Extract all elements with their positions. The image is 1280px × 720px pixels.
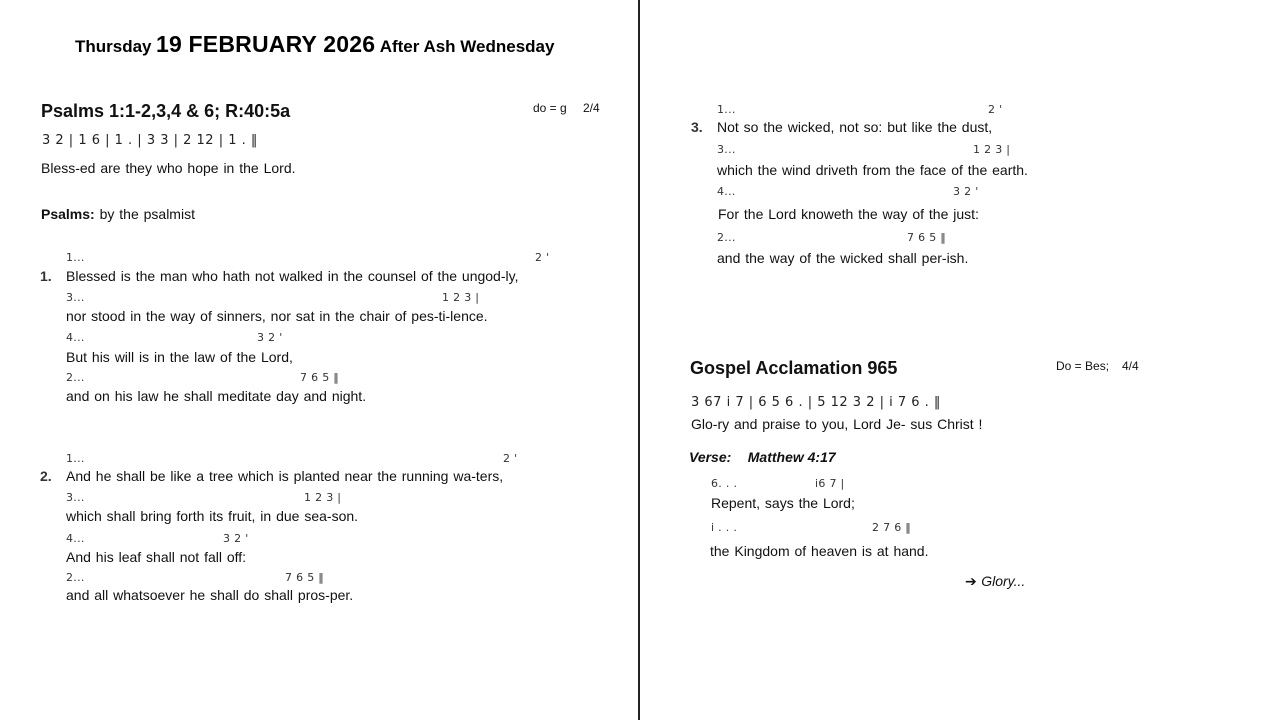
psalm-source-text: by the psalmist xyxy=(99,206,195,222)
tone-marker: 3... xyxy=(717,143,736,156)
verse-line: and the way of the wicked shall per-ish. xyxy=(717,250,969,266)
tone-tail: 2 7 6 ‖ xyxy=(872,521,912,534)
tone-marker: i . . . xyxy=(711,521,738,534)
verse-line: and all whatsoever he shall do shall pros-per. xyxy=(66,587,354,603)
day-label: Thursday xyxy=(75,37,152,56)
tone-tail: 1 2 3 | xyxy=(442,291,480,304)
verse-line: nor stood in the way of sinners, nor sat in the chair of pes-ti-lence. xyxy=(66,308,488,324)
stanza-number: 2. xyxy=(40,468,52,484)
tone-marker: 3... xyxy=(66,491,85,504)
tone-marker: 2... xyxy=(717,231,736,244)
stanza-number: 1. xyxy=(40,268,52,284)
glory-text: Glory... xyxy=(981,573,1026,589)
tone-marker: 1... xyxy=(66,452,85,465)
gospel-key: Do = Bes; xyxy=(1056,359,1110,373)
tone-tail: 2 ' xyxy=(535,251,550,264)
glory-reference xyxy=(965,573,1025,591)
psalm-source-label: Psalms: xyxy=(41,206,95,222)
psalm-source xyxy=(41,206,195,222)
tone-tail: i6 7 | xyxy=(815,477,845,490)
tone-tail: 1 2 3 | xyxy=(304,491,342,504)
verse-line: And he shall be like a tree which is planted near the running wa-ters, xyxy=(66,468,504,484)
verse-reference xyxy=(689,449,836,467)
tone-tail: 3 2 ' xyxy=(257,331,283,344)
gospel-title: Gospel Acclamation 965 xyxy=(690,358,898,378)
tone-tail: 7 6 5 ‖ xyxy=(907,231,947,244)
tone-tail: 3 2 ' xyxy=(223,532,249,545)
refrain-notes: 3 2 | 1 6 | 1 . | 3 3 | 2 12 | 1 . ‖ xyxy=(42,133,258,148)
tone-tail: 7 6 5 ‖ xyxy=(300,371,340,384)
page-divider xyxy=(638,0,640,720)
verse-line: Not so the wicked, not so: but like the dust, xyxy=(717,119,993,135)
tone-marker: 4... xyxy=(717,185,736,198)
tone-tail: 2 ' xyxy=(503,452,518,465)
tone-marker: 3... xyxy=(66,291,85,304)
occasion-label: After Ash Wednesday xyxy=(379,37,555,56)
verse-line: For the Lord knoweth the way of the just: xyxy=(718,206,979,222)
tone-tail: 1 2 3 | xyxy=(973,143,1011,156)
verse-ref: Matthew 4:17 xyxy=(747,449,836,465)
arrow-right-icon: ➔ xyxy=(965,573,977,589)
verse-line: But his will is in the law of the Lord, xyxy=(66,349,293,365)
tone-tail: 3 2 ' xyxy=(953,185,979,198)
tone-marker: 1... xyxy=(66,251,85,264)
verse-line: which the wind driveth from the face of the earth. xyxy=(717,162,1028,178)
psalm-title: Psalms 1:1-2,3,4 & 6; R:40:5a xyxy=(41,101,291,121)
stanza-number: 3. xyxy=(691,119,703,135)
gospel-text: Glo-ry and praise to you, Lord Je- sus Christ ! xyxy=(691,416,983,432)
tone-marker: 2... xyxy=(66,371,85,384)
date-label: 19 FEBRUARY 2026 xyxy=(155,31,376,57)
tone-marker: 2... xyxy=(66,571,85,584)
gospel-time-signature: 4/4 xyxy=(1122,359,1139,373)
refrain-text: Bless-ed are they who hope in the Lord. xyxy=(41,160,296,176)
verse-line: and on his law he shall meditate day and night. xyxy=(66,388,367,404)
date-header xyxy=(75,31,554,58)
psalm-key: do = g xyxy=(533,101,567,115)
tone-tail: 2 ' xyxy=(988,103,1003,116)
verse-line: And his leaf shall not fall off: xyxy=(66,549,247,565)
verse-line: Repent, says the Lord; xyxy=(711,495,855,511)
psalm-time-signature: 2/4 xyxy=(583,101,600,115)
verse-line: which shall bring forth its fruit, in due sea-son. xyxy=(66,508,359,524)
tone-marker: 1... xyxy=(717,103,736,116)
verse-line: the Kingdom of heaven is at hand. xyxy=(710,543,929,559)
tone-marker: 4... xyxy=(66,532,85,545)
tone-marker: 4... xyxy=(66,331,85,344)
verse-line: Blessed is the man who hath not walked in the counsel of the ungod-ly, xyxy=(66,268,519,284)
verse-label: Verse: xyxy=(689,449,732,465)
gospel-notes: 3 67 i 7 | 6 5 6 . | 5 12 3 2 | i 7 6 . ‖ xyxy=(691,395,941,410)
tone-marker: 6. . . xyxy=(711,477,738,490)
tone-tail: 7 6 5 ‖ xyxy=(285,571,325,584)
